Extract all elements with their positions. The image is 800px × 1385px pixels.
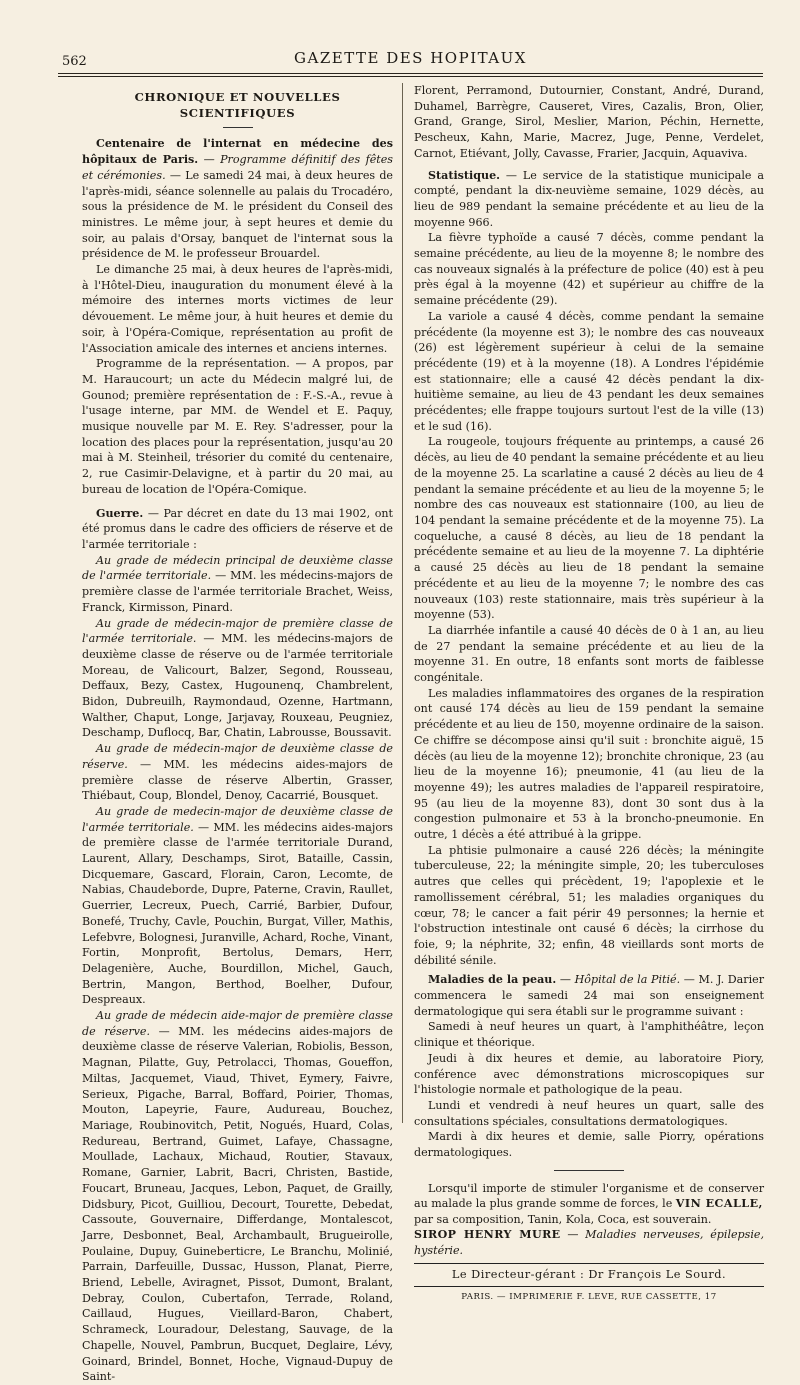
skin-thursday: Jeudi à dix heures et demie, au laboratoire Piory, conférence avec démonstrations microscopiques sur l'histologie normale et pathologique de la peau. (414, 1051, 764, 1097)
sirop-name: SIROP HENRY MURE (414, 1228, 561, 1242)
names-continuation: Florent, Perramond, Dutournier, Constant, André, Durand, Duhamel, Barrègre, Causeret, Vires, Cazalis, Bron, Olier, Grand, Grange, Sirol, Meslier, Marion, Péchin, Hernette, Pescheux, Kahn, Marie, Macrez, Juge, Penne, Verdelet, Carnot, Etiévant, Jolly, Cavasse, Frarier, Jacquin, Aquaviva. (414, 84, 764, 160)
statistics-paragraph (414, 168, 764, 231)
skin-paragraph (414, 972, 764, 1019)
statistics-smallpox: La variole a causé 4 décès, comme pendant la semaine précédente (la moyenne est 3); le nombre des cas nouveaux (26) est légèrement supérieur à celui de la semaine précédente (19) et à la moyenne (18). A Londres l'épidémie est stationnaire; elle a causé 42 décès pendant la dix-huitième semaine, au lieu de 43 pendant les deux semaines précédentes; elle frappe toujours surtout l'est de la ville (13) et le sud (16). (414, 309, 764, 433)
page-header (58, 45, 763, 75)
war-promotion-4-text: — MM. les médecins aides-majors de première classe de l'armée territoriale Durand, Laurent, Allary, Deschamps, Sirot, Bataille, Cassin, Dicquemare, Gascard, Florain, Caron, Lecomte, de Nabias, Chaudeborde, Dupre, Paterne, Cravin, Raullet, Guerrier, Lecreux, Puech, Carrié, Barbier, Dufour, Bonefé, Truchy, Cavle, Pouchin, Burgat, Viller, Mathis, Lefebvre, Bolognesi, Juranville, Achard, Roche, Vinant, Fortin, Monprofit, Bertolus, Demars, Herr, Delagenière, Auche, Bourdillon, Michel, Gauch, Bertrin, Mangon, Berthod, Boelher, Dufour, Despreaux. (82, 820, 393, 1007)
sirop-text: — Maladies nerveuses, épilepsie, hystérie. (414, 1228, 764, 1257)
war-promotion-3-title: Au grade de médecin-major de deuxième classe de réserve. (82, 742, 393, 771)
skin-heading: Maladies de la peau. (428, 973, 557, 987)
footer-rule (414, 1263, 764, 1264)
war-promotion-4 (82, 804, 393, 1008)
printer-line: PARIS. — IMPRIMERIE F. LEVE, RUE CASSETTE, 17 (461, 1292, 717, 1303)
skin-tuesday: Mardi à dix heures et demie, salle Piorry, opérations dermatologiques. (414, 1130, 764, 1160)
war-promotion-2-text: — MM. les médecins-majors de deuxième classe de réserve ou de l'armée territoriale Moreau, de Valicourt, Balzer, Segond, Rousseau, Deffaux, Bezy, Castex, Hugounenq, Chambrelent, Bidon, Dubreuilh, Raymondaud, Ozenne, Hartmann, Walther, Chaput, Longe, Jarjavay, Rouxeau, Peugniez, Deschamp, Duflocq, Bar, Chatin, Labrousse, Boussavit. (82, 632, 393, 740)
header-rule (58, 73, 763, 74)
war-promotion-1-text: — MM. les médecins-majors de première classe de l'armée territoriale Brachet, Weiss, Franck, Kirmisson, Pinard. (82, 569, 393, 614)
centenary-heading: Centenaire de l'internat en médecine des hôpitaux de Paris. (82, 137, 393, 167)
war-promotion-5 (82, 1008, 393, 1385)
header-rule-double (58, 76, 763, 77)
centenary-paragraph (82, 136, 393, 262)
centenary-sunday: Le dimanche 25 mai, à deux heures de l'après-midi, à l'Hôtel-Dieu, inauguration du monument élevé à la mémoire des internes morts victimes de leur dévouement. Le même jour, à huit heures et demie du soir, à l'Opéra-Comique, représentation au profit de l'Association amicale des internes et anciens internes. (82, 263, 393, 355)
war-promotion-1-title: Au grade de médecin principal de deuxième classe de l'armée territoriale. (82, 553, 393, 583)
statistics-text: — Le service de la statistique municipale a compté, pendant la dix-neuvième semaine, 1029 décès, au lieu de 989 pendant la semaine précédente et au lieu de la moyenne 966. (414, 168, 764, 229)
war-heading: Guerre. (96, 506, 144, 520)
left-column (82, 83, 393, 1385)
director-line: Le Directeur-gérant : Dr François Le Sourd. (451, 1268, 727, 1282)
war-promotion-1 (82, 553, 393, 616)
footer-rule-2 (414, 1286, 764, 1287)
vin-ecalle-ad (414, 1181, 764, 1212)
statistics-respiratory: Les maladies inflammatoires des organes de la respiration ont causé 174 décès au lieu de 159 pendant la semaine précédente et au lieu de 150, moyenne ordinaire de la saison. Ce chiffre se décompose ainsi qu'il suit : bronchite aiguë, 15 décès (au lieu de la moyenne 12); bronchite chronique, 23 (au lieu de la moyenne 16); pneumonie, 41 (au lieu de la moyenne 49); les autres maladies de l'appareil respiratoire, 95 (au lieu de la moyenne 83), dont 30 sont dus à la congestion pulmonaire et 53 à la broncho-pneumonie. En outre, 1 décès a été attribué à la grippe. (414, 686, 764, 842)
war-paragraph (82, 506, 393, 553)
column-divider (402, 83, 403, 1123)
skin-saturday: Samedi à neuf heures un quart, à l'amphithéâtre, leçon clinique et théorique. (414, 1020, 764, 1050)
centenary-program-label: — Programme définitif des fêtes et cérémonies. (82, 153, 393, 182)
chronicle-title: CHRONIQUE ET NOUVELLES SCIENTIFIQUES (134, 90, 341, 120)
statistics-typhoid: La fièvre typhoïde a causé 7 décès, comme pendant la semaine précédente, au lieu de la moyenne 8; le nombre des cas nouveaux signalés à la préfecture de police (40) est à peu près égal à la moyenne (42) et supérieur au chiffre de la semaine précédente (29). (414, 231, 764, 308)
war-promotion-3 (82, 741, 393, 804)
title-rule (223, 127, 253, 128)
statistics-phthisis: La phtisie pulmonaire a causé 226 décès; la méningite tuberculeuse, 22; la méningite simple, 20; les tuberculoses autres que celles qui précèdent, 19; l'apoplexie et le ramollissement cérébral, 51; les maladies organiques du cœur, 78; le cancer a fait périr 49 personnes; la hernie et l'obstruction intestinale ont causé 6 décès; la cirrhose du foie, 9; la néphrite, 32; enfin, 48 vieillards sont morts de débilité sénile. (414, 843, 764, 967)
journal-title: GAZETTE DES HOPITAUX (294, 49, 527, 67)
statistics-diarrhea: La diarrhée infantile a causé 40 décès de 0 à 1 an, au lieu de 27 pendant la semaine précédente et au lieu de la moyenne 31. En outre, 18 enfants sont morts de faiblesse congénitale. (414, 623, 764, 685)
centenary-text: — Le samedi 24 mai, à deux heures de l'après-midi, séance solennelle au palais du Trocadéro, sous la présidence de M. le président du Conseil des ministres. Le même jour, à sept heures et demie du soir, au palais d'Orsay, banquet de l'internat sous la présidence de M. le professeur Brouardel. (82, 168, 394, 261)
war-promotion-5-title: Au grade de médecin aide-major de première classe de réserve. (82, 1009, 393, 1038)
vin-ecalle-brand: VIN ECALLE, (675, 1197, 763, 1211)
vin-ecalle-text: Lorsqu'il importe de stimuler l'organisme et de conserver au malade la plus grande somme de forces, le (414, 1181, 764, 1211)
war-promotion-4-title: Au grade de medecin-major de deuxième classe de l'armée territoriale. (82, 804, 393, 834)
page-number: 562 (62, 54, 87, 69)
war-promotion-2-title: Au grade de médecin-major de première classe de l'armée territoriale. (82, 616, 393, 646)
statistics-heading: Statistique. (428, 168, 500, 182)
centenary-show: Programme de la représentation. — A propos, par M. Haraucourt; un acte du Médecin malgré lui, de Gounod; première représentation de : F.-S.-A., revue à l'usage interne, par MM. de Wendel et E. Paquy, musique nouvelle par M. E. Rey. S'adresser, pour la location des places pour la représentation, jusqu'au 20 mai à M. Steinheil, trésorier du comité du centenaire, 2, rue Casimir-Delavigne, et à partir du 20 mai, au bureau de location de l'Opéra-Comique. (82, 357, 393, 496)
right-column (414, 83, 764, 1306)
advertisement (414, 1181, 764, 1259)
war-promotion-5-text: — MM. les médecins aides-majors de deuxième classe de réserve Valerian, Robiolis, Besson, Magnan, Pilatte, Guy, Petrolacci, Thomas, Goueffon, Miltas, Jacquemet, Viaud, Thivet, Eymery, Faivre, Serieux, Pigache, Barral, Boffard, Poirier, Thomas, Mouton, Lapeyrie, Faure, Audureau, Bouchez, Mariage, Roubinovitch, Petit, Nogués, Huard, Colas, Redureau, Bertrand, Guimet, Lafaye, Chassagne, Moullade, Lachaux, Michaud, Routier, Stavaux, Romane, Garnier, Labrit, Bacri, Christen, Bastide, Foucart, Bruneau, Jacques, Lebon, Paquet, de Grailly, Didsbury, Picot, Guilliou, Decourt, Tourette, Debedat, Cassoute, Gouvernaire, Differdange, Montalescot, Jarre, Desbonnet, Beal, Archambault, Brugueirolle, Poulaine, Dupuy, Guineberticre, Le Branchu, Molinié, Parrain, Darfeuille, Dussac, Husson, Planat, Pierre, Briend, Lebelle, Aviragnet, Pissot, Dumont, Bralant, Debray, Coulon, Cubertafon, Terrade, Roland, Caillaud, Hugues, Vieillard-Baron, Chabert, Schrameck, Louradour, Delestang, Sauvage, de la Chapelle, Nouvel, Pambrun, Bucquet, Deglaire, Lévy, Goinard, Brindel, Bonnet, Hoche, Vignaud-Dupuy de Saint- (82, 1024, 394, 1384)
war-text: — Par décret en date du 13 mai 1902, ont été promus dans le cadre des officiers de réserve et de l'armée territoriale : (82, 506, 393, 551)
sirop-ad (414, 1227, 764, 1258)
skin-monday: Lundi et vendredi à neuf heures un quart, salle des consultations spéciales, consultations dermatologiques. (414, 1099, 764, 1128)
skin-hospital: — Hôpital de la Pitié. (556, 973, 681, 987)
war-promotion-3-text: — MM. les médecins aides-majors de première classe de réserve Albertin, Grasser, Thiébaut, Coup, Blondel, Denoy, Cacarrié, Bousquet. (82, 757, 393, 803)
war-promotion-2 (82, 616, 393, 742)
advertisement-rule (554, 1170, 624, 1171)
skin-text: — M. J. Darier commencera le samedi 24 mai son enseignement dermatologique qui sera établi sur le programme suivant : (414, 973, 764, 1018)
statistics-measles: La rougeole, toujours fréquente au printemps, a causé 26 décès, au lieu de 40 pendant la semaine précédente et au lieu de la moyenne 25. La scarlatine a causé 2 décès au lieu de 4 pendant la semaine précédente et au lieu de la moyenne 5; le nombre des cas nouveaux est stationnaire (100, au lieu de 104 pendant la semaine précédente et de la moyenne 75). La coqueluche, a causé 8 décès, au lieu de 18 pendant la précédente semaine et au lieu de la moyenne 7. La diphtérie a causé 25 décès au lieu de 18 pendant la semaine précédente et au lieu de la moyenne 7; le nombre des cas nouveaux (103) reste stationnaire, mais très supérieur à la moyenne (53). (414, 435, 764, 622)
vin-ecalle-composition: par sa composition, Tanin, Kola, Coca, est souverain. (414, 1212, 712, 1226)
